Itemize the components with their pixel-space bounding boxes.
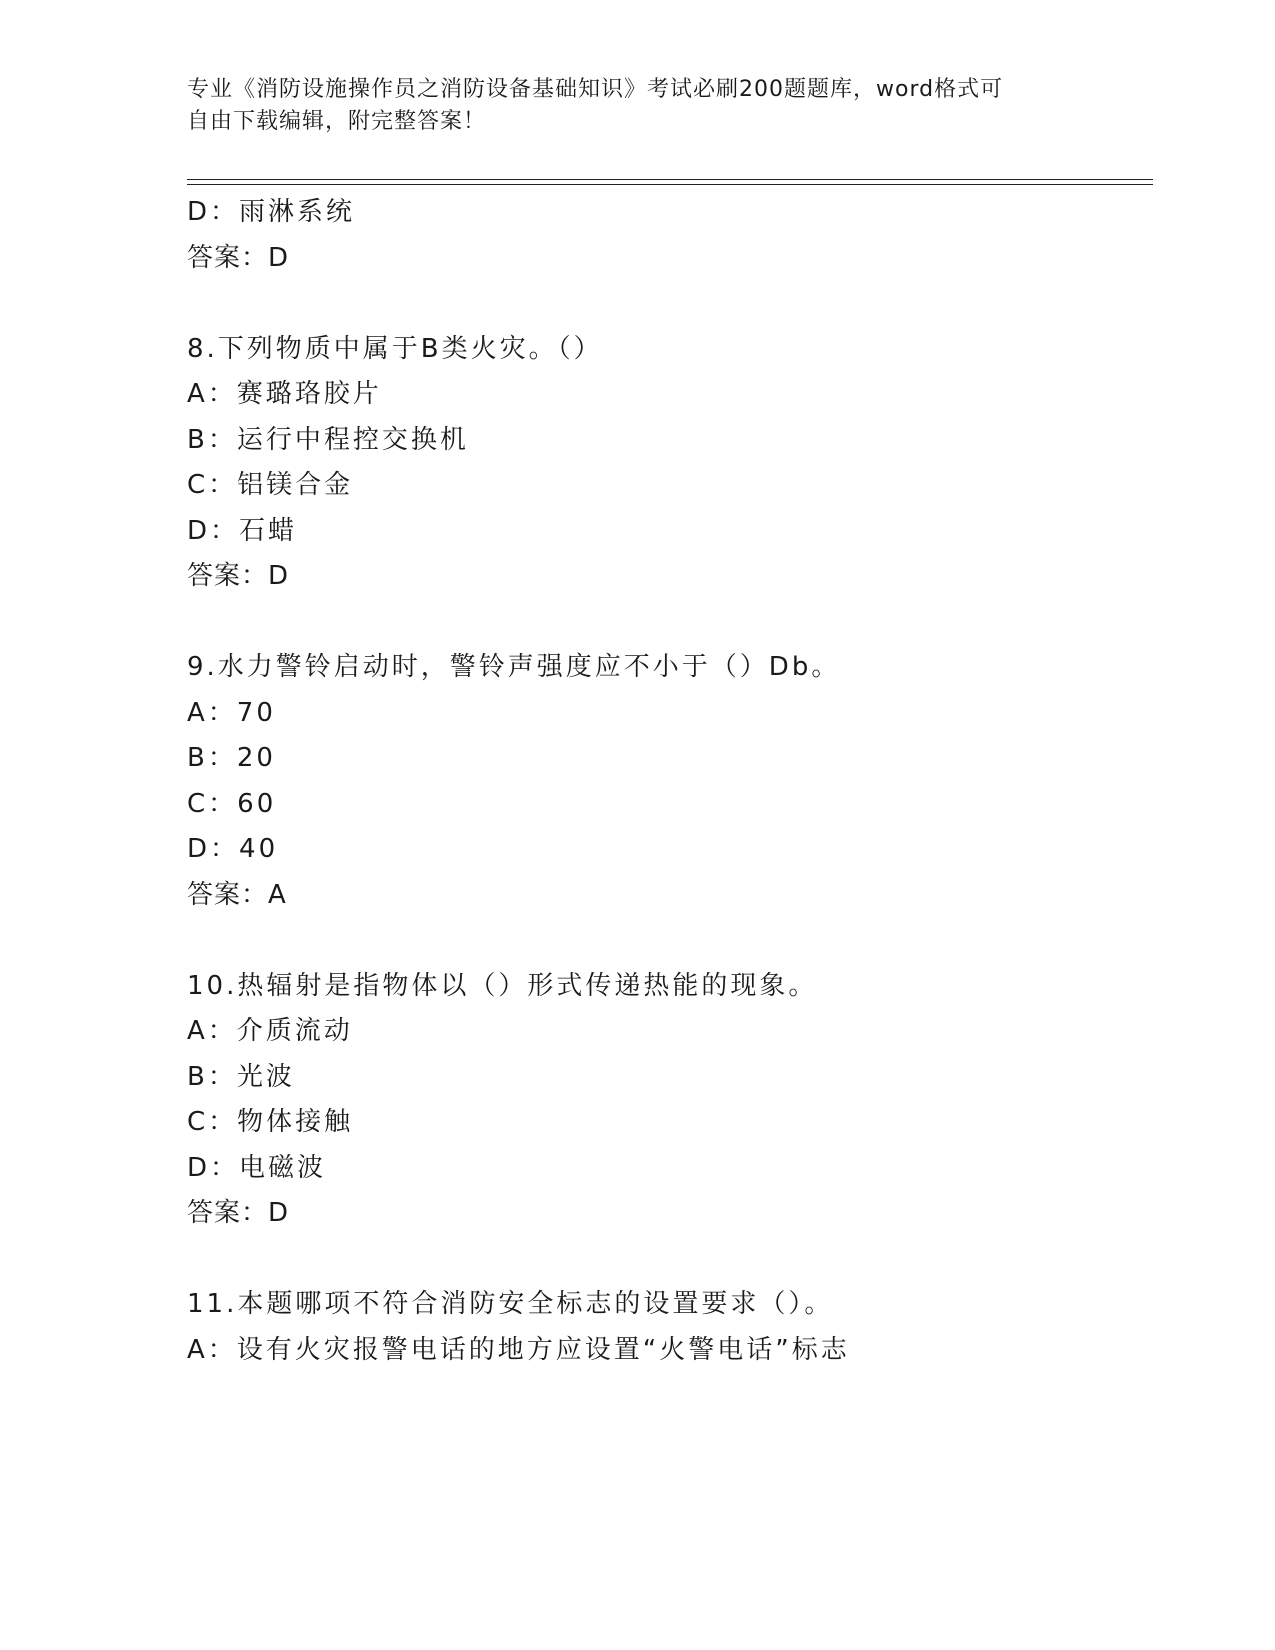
option-a: A：设有火灾报警电话的地方应设置“火警电话”标志 — [187, 1334, 850, 1365]
answer-line: 答案：A — [187, 879, 287, 910]
option-d: D：40 — [187, 834, 279, 864]
header-divider-top — [187, 179, 1153, 180]
question-stem: 8.下列物质中属于B类火灾。（） — [187, 333, 603, 364]
spacer — [187, 1237, 1153, 1283]
question-list — [187, 190, 1153, 1373]
header-title-line-1: 专业《消防设施操作员之消防设备基础知识》考试必刷200题题库，word格式可 — [187, 77, 1004, 102]
question-9 — [187, 645, 1153, 918]
question-stem: 11.本题哪项不符合消防安全标志的设置要求（）。 — [187, 1289, 834, 1319]
option-c: C：60 — [187, 788, 277, 819]
document-header — [187, 74, 1067, 138]
option-a: A：70 — [187, 697, 276, 728]
question-11 — [187, 1282, 1153, 1373]
option-a: A：介质流动 — [187, 1016, 353, 1046]
spacer — [187, 281, 1153, 327]
option-d: D：石蜡 — [187, 515, 298, 546]
option-d: D：电磁波 — [187, 1152, 327, 1183]
option-b: B：运行中程控交换机 — [187, 424, 469, 455]
question-8 — [187, 327, 1153, 600]
option-b: B：20 — [187, 743, 276, 773]
option-d: D：雨淋系统 — [187, 197, 356, 227]
question-stem: 9.水力警铃启动时，警铃声强度应不小于（）Db。 — [187, 652, 841, 682]
spacer — [187, 918, 1153, 964]
header-title-line-2: 自由下载编辑，附完整答案！ — [187, 109, 487, 134]
header-divider-bottom — [187, 184, 1153, 185]
answer-line: 答案：D — [187, 561, 290, 591]
option-c: C：铝镁合金 — [187, 470, 354, 500]
option-b: B：光波 — [187, 1061, 295, 1092]
answer-line: 答案：D — [187, 1198, 290, 1228]
question-stem: 10.热辐射是指物体以（）形式传递热能的现象。 — [187, 970, 818, 1001]
option-a: A：赛璐珞胶片 — [187, 379, 382, 409]
previous-question-tail — [187, 190, 1153, 281]
question-10 — [187, 964, 1153, 1237]
spacer — [187, 600, 1153, 646]
answer-line: 答案：D — [187, 242, 290, 273]
option-c: C：物体接触 — [187, 1107, 354, 1137]
